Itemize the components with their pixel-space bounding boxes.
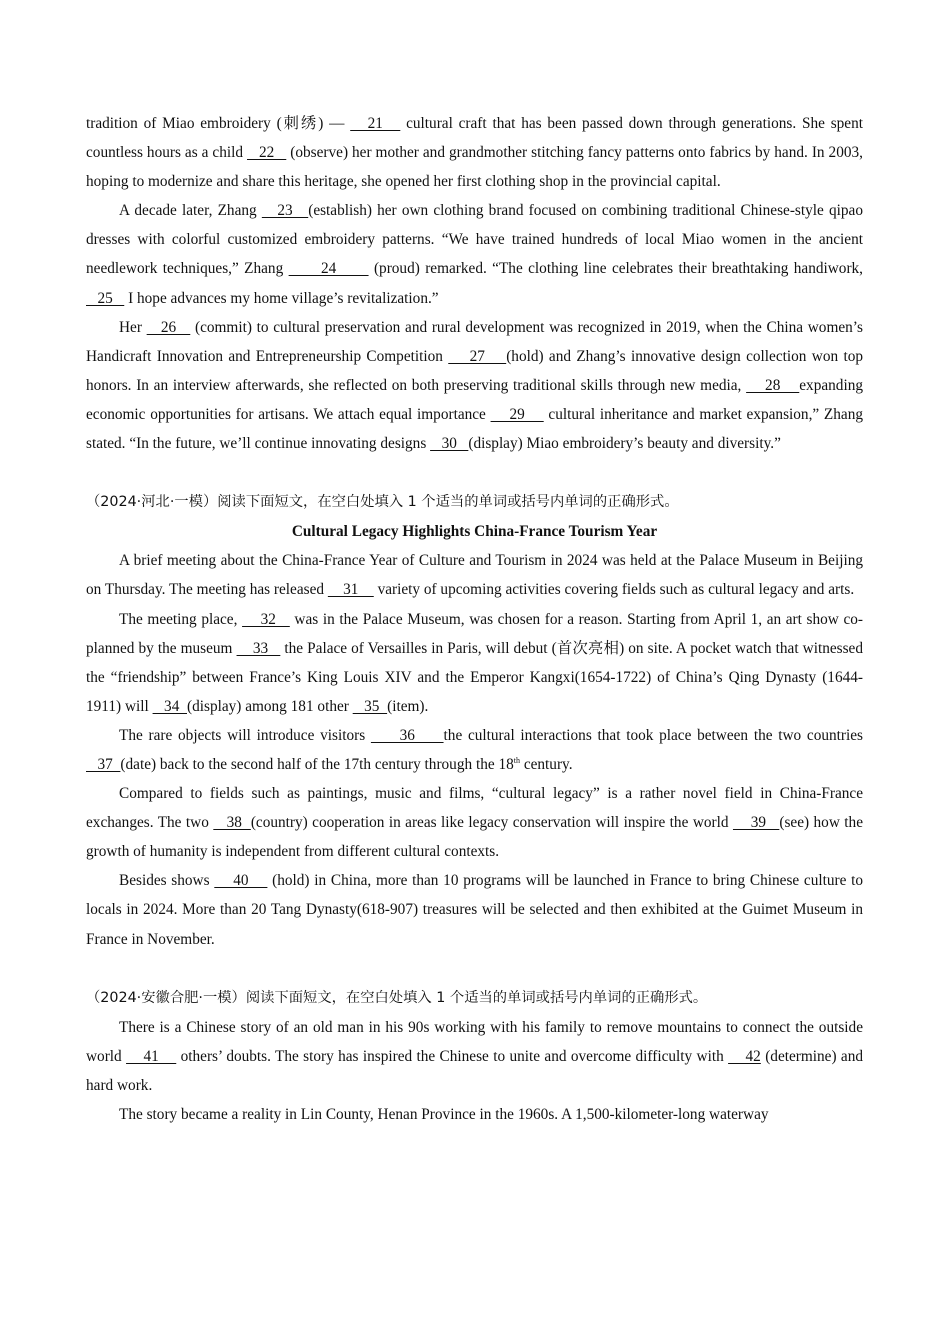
text: (item). — [387, 697, 429, 715]
blank-28[interactable]: 28 — [746, 376, 800, 394]
text: Compared to fields such as paintings, music and films, “cultural legacy” is a rather novel field in China-France exchanges. The two — [86, 785, 863, 832]
text: (commit) to cultural preservation and rural development was recognized in 2019, when the China women’s Handicraft Innovation and Entrepreneurship Competition — [86, 318, 863, 365]
text: others’ doubts. The story has inspired the Chinese to unite and overcome difficulty with — [176, 1047, 729, 1065]
text: (hold) and Zhang’s innovative design collection won top honors. In an interview afterwards, she reflected on both preserving traditional skills through new media, — [86, 347, 863, 394]
text: (observe) her mother and grandmother stitching fancy patterns onto fabrics by hand. In 2003, hoping to modernize and share this heritage, she opened her first clothing shop in the provincial capital. — [86, 144, 863, 191]
text: I hope advances my home village’s revitalization.” — [124, 289, 439, 307]
text: century. — [520, 755, 573, 773]
blank-26[interactable]: 26 — [146, 318, 191, 336]
text: (display) Miao embroidery’s beauty and diversity.” — [468, 435, 781, 453]
text: (determine) and hard work. — [86, 1047, 863, 1094]
blank-24[interactable]: 24 — [288, 260, 369, 278]
blank-42[interactable]: 42 — [728, 1047, 761, 1065]
blank-29[interactable]: 29 — [490, 405, 544, 423]
blank-32[interactable]: 32 — [242, 610, 290, 628]
text: Besides shows — [119, 872, 215, 890]
blank-35[interactable]: 35 — [352, 697, 388, 715]
blank-36[interactable]: 36 — [370, 726, 444, 744]
text: (date) back to the second half of the 17th century through the 18 — [120, 755, 514, 773]
passage2-paragraph-4 — [86, 779, 863, 866]
blank-30[interactable]: 30 — [430, 435, 469, 453]
blank-31[interactable]: 31 — [327, 581, 374, 599]
passage3-paragraph-1 — [86, 1013, 863, 1100]
text: cultural inheritance and market expansion,” Zhang stated. “In the future, we’ll continue innovating designs — [86, 405, 864, 453]
blank-39[interactable]: 39 — [732, 814, 780, 832]
text: the Palace of Versailles in Paris, will debut (首次亮相) on site. A pocket watch that witnessed the “friendship” between France’s King Louis XIV and the Emperor Kangxi(1654-1722) of China’s Qing Dynasty (1644-1911) will — [86, 639, 863, 715]
text: tradition of Miao embroidery (刺绣) — — [86, 115, 351, 132]
text: was in the Palace Museum, was chosen for a reason. Starting from April 1, an art show co-planned by the museum — [86, 610, 863, 657]
exercise-header-anhui: （2024·安徽合肥·一模）阅读下面短文，在空白处填入 1 个适当的单词或括号内单词的正确形式。 — [86, 989, 708, 1006]
blank-22[interactable]: 22 — [247, 144, 287, 162]
passage1-paragraph-2 — [86, 196, 863, 312]
spacer — [86, 954, 863, 984]
superscript: th — [513, 755, 520, 765]
blank-37[interactable]: 37 — [86, 755, 121, 773]
text: (country) cooperation in areas like legacy conservation will inspire the world — [250, 814, 733, 832]
text: The story became a reality in Lin County, Henan Province in the 1960s. A 1,500-kilometer-long waterway — [119, 1106, 769, 1123]
blank-27[interactable]: 27 — [448, 347, 507, 365]
passage3-paragraph-2 — [86, 1100, 863, 1129]
text: There is a Chinese story of an old man in his 90s working with his family to remove mountains to connect the outside world — [86, 1018, 863, 1065]
passage1-paragraph-3 — [86, 313, 863, 458]
passage2-paragraph-2 — [86, 605, 863, 721]
text: (display) among 181 other — [187, 697, 353, 715]
passage2-paragraph-1 — [86, 546, 863, 604]
text: the cultural interactions that took place between the two countries — [443, 726, 863, 744]
exercise-header-hebei: （2024·河北·一模）阅读下面短文，在空白处填入 1 个适当的单词或括号内单词的正确形式。 — [86, 494, 679, 511]
passage-title: Cultural Legacy Highlights China-France Tourism Year — [291, 523, 658, 541]
text: The meeting place, — [119, 610, 243, 628]
text: expanding economic opportunities for artisans. We attach equal importance — [86, 376, 863, 423]
text: cultural craft that has been passed down through generations. She spent countless hours as a child — [86, 115, 863, 162]
blank-41[interactable]: 41 — [126, 1047, 177, 1065]
blank-33[interactable]: 33 — [236, 639, 281, 657]
text: A decade later, Zhang — [119, 202, 262, 220]
text: (hold) in China, more than 10 programs will be launched in France to bring Chinese culture to locals in 2024. More than 20 Tang Dynasty(618-907) treasures will be selected and then exhibited at the Guimet Museum in France in November. — [86, 872, 864, 948]
text: (proud) remarked. “The clothing line celebrates their breathtaking handiwork, — [368, 260, 864, 278]
text: The rare objects will introduce visitors — [119, 726, 371, 744]
spacer — [86, 458, 863, 488]
text: Her — [119, 318, 147, 336]
blank-38[interactable]: 38 — [213, 814, 251, 832]
blank-25[interactable]: 25 — [86, 289, 125, 307]
text: (establish) her own clothing brand focused on combining traditional Chinese-style qipao dresses with colorful customized embroidery patterns. “We have trained hundreds of local Miao women in the ancient needlework techniques,” Zhang — [86, 202, 863, 278]
blank-21[interactable]: 21 — [350, 115, 401, 132]
text: (see) how the growth of humanity is independent from different cultural contexts. — [86, 814, 863, 861]
passage2-paragraph-5 — [86, 866, 863, 953]
text: A brief meeting about the China-France Year of Culture and Tourism in 2024 was held at the Palace Museum in Beijing on Thursday. The meeting has released — [86, 552, 863, 599]
blank-40[interactable]: 40 — [214, 872, 268, 890]
text: variety of upcoming activities covering fields such as cultural legacy and arts. — [373, 581, 855, 599]
passage1-paragraph-1 — [86, 109, 863, 196]
blank-23[interactable]: 23 — [261, 202, 309, 220]
passage2-paragraph-3 — [86, 721, 863, 779]
blank-34[interactable]: 34 — [152, 697, 187, 715]
document-page — [86, 109, 863, 1129]
